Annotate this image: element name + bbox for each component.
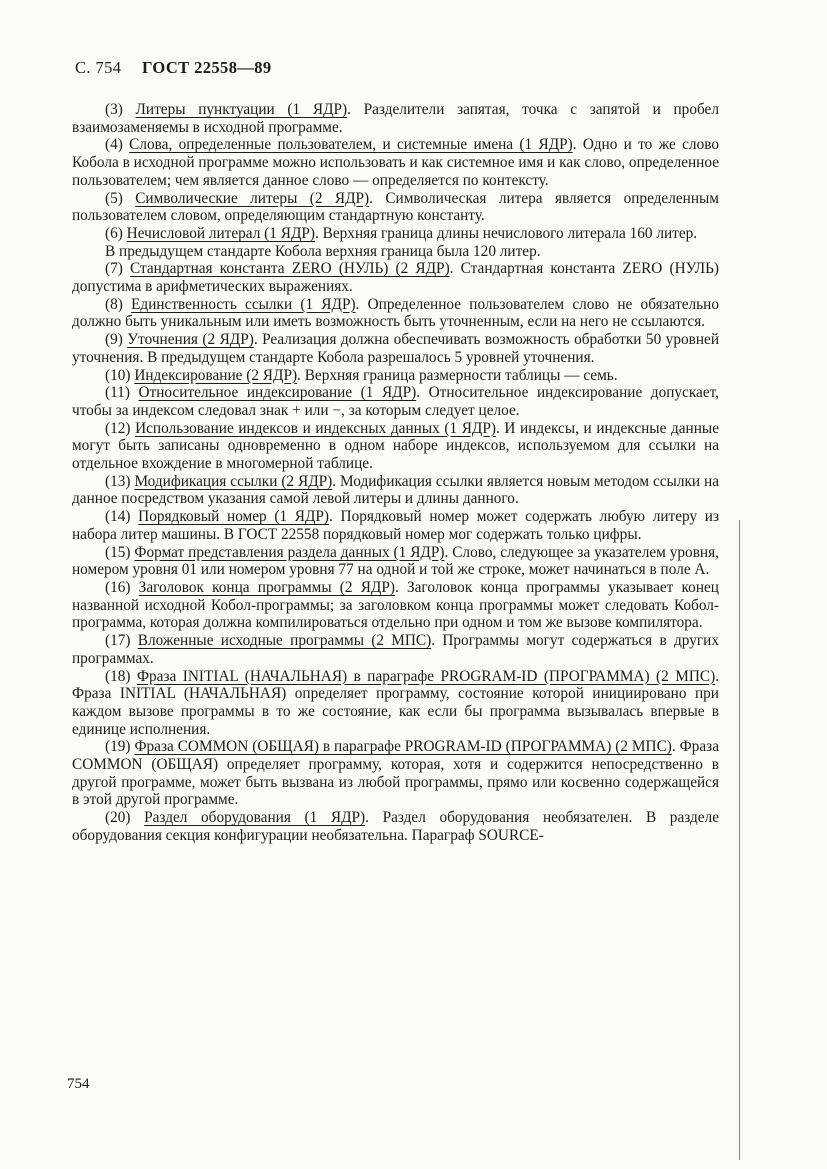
item-number: (6) xyxy=(105,224,127,242)
item-title: Слова, определенные пользователем, и системные имена (1 ЯДР) xyxy=(129,136,573,154)
item-title: Формат представления раздела данных (1 ЯДР) xyxy=(134,543,445,561)
paragraph-item xyxy=(72,420,719,473)
item-text: . Программы могут содержаться в других программах. xyxy=(72,632,719,667)
paragraph-item xyxy=(72,384,719,419)
item-number: (11) xyxy=(105,384,139,402)
item-number: (7) xyxy=(105,260,131,278)
item-text: . Реализация должна обеспечивать возможность обработки 50 уровней уточнения. В предыдущем стандарте Кобола разрешалось 5 уровней уточнения. xyxy=(72,331,720,366)
paragraph-item xyxy=(72,367,719,385)
paragraph-item xyxy=(72,738,719,809)
item-number: (19) xyxy=(105,738,135,756)
item-text: . Относительное индексирование допускает, чтобы за индексом следовал знак + или −, за которым следует целое. xyxy=(72,384,719,419)
item-number: (3) xyxy=(105,101,136,118)
page-number: 754 xyxy=(67,1076,90,1092)
paragraph-item xyxy=(72,668,719,739)
item-title: Порядковый номер (1 ЯДР) xyxy=(138,508,330,526)
item-number: (10) xyxy=(105,366,135,384)
item-title: Заголовок конца программы (2 ЯДР) xyxy=(138,578,395,596)
paragraph-item xyxy=(72,544,719,579)
item-number: (8) xyxy=(105,295,132,313)
item-text: . Фраза COMMON (ОБЩАЯ) определяет программу, которая, хотя и содержится непосредственно в другой программе, может быть вызвана из любой программы, прямо или косвенно содержащейся в этой другой программе. xyxy=(72,738,719,809)
paragraph-item xyxy=(72,136,719,189)
item-text: . Порядковый номер может содержать любую литеру из набора литер машины. В ГОСТ 22558 порядковый номер мог содержать только цифры. xyxy=(72,508,719,543)
item-number: (5) xyxy=(105,189,136,207)
item-title: Индексирование (2 ЯДР) xyxy=(134,366,298,384)
paragraph-item xyxy=(72,579,719,632)
item-number: (14) xyxy=(105,508,139,526)
item-text: В предыдущем стандарте Кобола верхняя граница была 120 литер. xyxy=(105,242,541,260)
item-number: (17) xyxy=(105,632,138,650)
item-title: Фраза COMMON (ОБЩАЯ) в параграфе PROGRAM-ID (ПРОГРАММА) (2 МПС) xyxy=(134,738,672,756)
item-number: (15) xyxy=(105,543,135,561)
paragraph-item xyxy=(72,225,719,243)
item-text: . Верхняя граница длины нечислового литерала 160 литер. xyxy=(315,224,698,242)
item-text: . Стандартная константа ZERO (НУЛЬ) допустима в арифметических выражениях. xyxy=(72,260,719,296)
item-title: Модификация ссылки (2 ЯДР) xyxy=(134,472,333,490)
paragraph-item xyxy=(72,331,719,366)
item-text: . Одно и то же слово Кобола в исходной программе можно использовать и как системное имя и как слово, определенное пользователем; чем является данное слово — определяется по контексту. xyxy=(72,136,719,189)
item-number: (4) xyxy=(105,136,130,154)
paragraph-item xyxy=(72,296,719,331)
item-text: . Верхняя граница размерности таблицы — семь. xyxy=(297,366,618,384)
item-title: Символические литеры (2 ЯДР) xyxy=(135,189,370,207)
item-text: . Символическая литера является определенным пользователем словом, определяющим стандартную константу. xyxy=(72,189,719,225)
item-title: Стандартная константа ZERO (НУЛЬ) (2 ЯДР) xyxy=(130,260,450,278)
item-number: (13) xyxy=(105,472,135,490)
item-title: Нечисловой литерал (1 ЯДР) xyxy=(126,224,315,242)
item-text: . Фраза INITIAL (НАЧАЛЬНАЯ) определяет программу, состояние которой инициировано при каждом вызове программы в то же состояние, как если бы программа вызывалась впервые в единице исполнения. xyxy=(72,667,720,738)
item-text: . И индексы, и индексные данные могут быть записаны одновременно в одном наборе индексов, используемом для ссылки на отдельное вхождение в многомерной таблице. xyxy=(72,419,719,473)
paragraph-item xyxy=(72,243,719,261)
item-title: Фраза INITIAL (НАЧАЛЬНАЯ) в параграфе PROGRAM-ID (ПРОГРАММА) (2 МПС) xyxy=(136,667,716,685)
item-title: Использование индексов и индексных данных (1 ЯДР) xyxy=(135,419,496,437)
item-text: . Заголовок конца программы указывает конец названной исходной Кобол-программы; за заголовком конца программы может следовать Кобол-программа, которая должна компилироваться отдельно при одном и том же вызове компилятора. xyxy=(72,578,719,632)
item-title: Литеры пунктуации (1 ЯДР) xyxy=(135,101,348,118)
item-title: Единственность ссылки (1 ЯДР) xyxy=(131,295,356,313)
item-number: (9) xyxy=(105,331,128,349)
item-text: . Раздел оборудования необязателен. В разделе оборудования секция конфигурации необязательна. Параграф SOURCE- xyxy=(72,809,720,844)
item-title: Относительное индексирование (1 ЯДР) xyxy=(138,384,417,402)
item-title: Вложенные исходные программы (2 МПС) xyxy=(137,632,432,650)
paragraph-item xyxy=(72,190,719,225)
item-number: (20) xyxy=(105,809,145,827)
standard-number: ГОСТ 22558—89 xyxy=(141,58,272,77)
item-number: (18) xyxy=(105,667,137,685)
paragraph-item xyxy=(72,508,719,543)
page-label: С. 754 xyxy=(75,58,122,77)
paragraph-item xyxy=(72,473,719,508)
item-number: (12) xyxy=(105,419,136,437)
document-body xyxy=(72,101,719,845)
paragraph-item xyxy=(72,260,719,295)
item-text: . Определенное пользователем слово не обязательно должно быть уникальным или иметь возможность быть уточненным, если на него не ссылаются. xyxy=(72,295,719,331)
item-number: (16) xyxy=(105,578,139,596)
margin-rule xyxy=(739,520,740,1160)
paragraph-item xyxy=(72,101,719,136)
item-text: . Слово, следующее за указателем уровня, номером уровня 01 или номером уровня 77 на одной и той же строке, может начинаться в поле А. xyxy=(72,543,719,579)
item-text: . Разделители запятая, точка с запятой и пробел взаимозаменяемы в исходной программе. xyxy=(72,101,719,136)
page-header xyxy=(75,58,272,78)
item-text: . Модификация ссылки является новым методом ссылки на данное посредством указания самой левой литеры и длины данного. xyxy=(72,472,719,508)
item-title: Раздел оборудования (1 ЯДР) xyxy=(144,809,366,827)
paragraph-item xyxy=(72,632,719,667)
item-title: Уточнения (2 ЯДР) xyxy=(127,331,254,349)
paragraph-item xyxy=(72,809,719,844)
